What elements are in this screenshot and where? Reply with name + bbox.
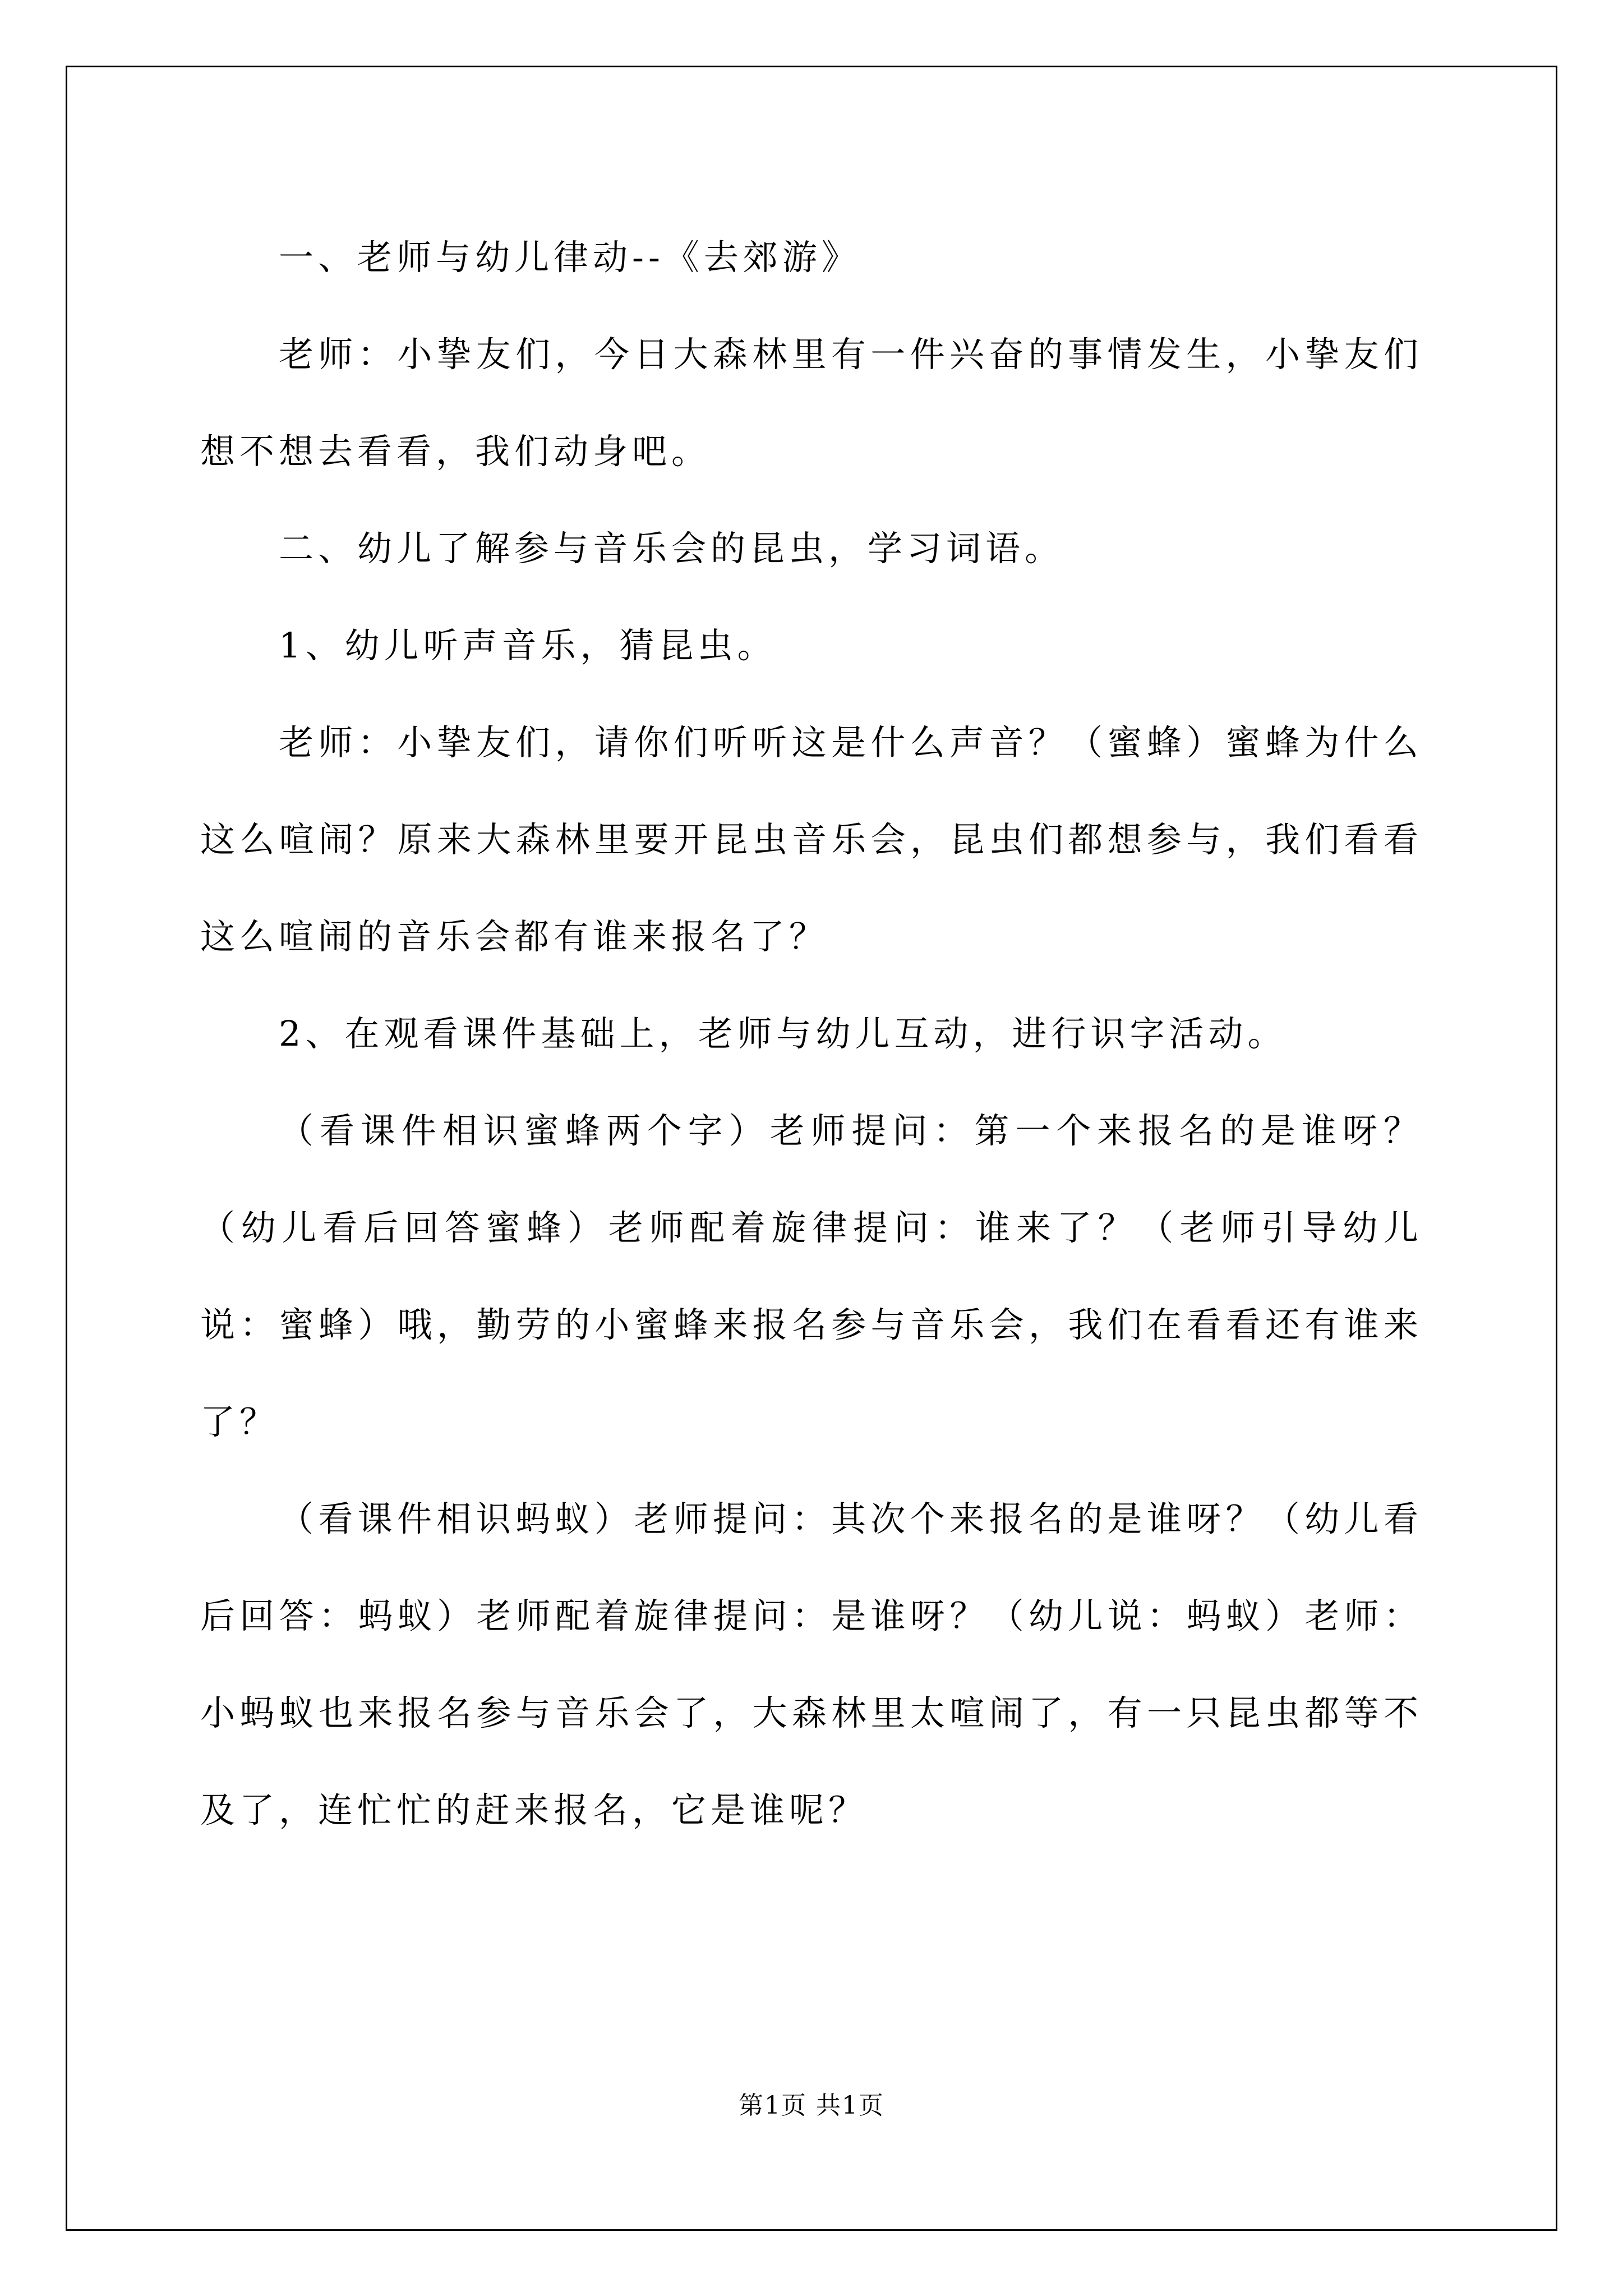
heading-section-two: 二、幼儿了解参与音乐会的昆虫，学习词语。 — [279, 528, 1064, 569]
heading-section-one: 一、老师与幼儿律动--《去郊游》 — [279, 237, 861, 278]
page-footer: 第1页 共1页 — [739, 2091, 884, 2120]
paragraph-teacher-question: 老师：小挚友们，请你们听听这是什么声音？（蜜蜂）蜜蜂为什么这么喧闹？原来大森林里要开昆虫音乐会，昆虫们都想参与，我们看看这么喧闹的音乐会都有谁来报名了？ — [200, 722, 1423, 957]
subheading-step-one: 1、幼儿听声音乐，猜昆虫。 — [279, 625, 777, 666]
paragraph-ant-activity: （看课件相识蚂蚁）老师提问：其次个来报名的是谁呀？（幼儿看后回答：蚂蚁）老师配着旋律提问：是谁呀？（幼儿说：蚂蚁）老师：小蚂蚁也来报名参与音乐会了，大森林里太喧闹了，有一只昆虫都等不及了，连忙忙的赶来报名，它是谁呢？ — [200, 1498, 1423, 1830]
subheading-step-two: 2、在观看课件基础上，老师与幼儿互动，进行识字活动。 — [279, 1013, 1287, 1054]
paragraph-bee-activity: （看课件相识蜜蜂两个字）老师提问：第一个来报名的是谁呀？（幼儿看后回答蜜蜂）老师配着旋律提问：谁来了？（老师引导幼儿说：蜜蜂）哦，勤劳的小蜜蜂来报名参与音乐会，我们在看看还有谁来了？ — [200, 1110, 1423, 1442]
document-body — [200, 209, 1423, 1858]
paragraph-teacher-intro: 老师：小挚友们，今日大森林里有一件兴奋的事情发生，小挚友们想不想去看看，我们动身吧。 — [200, 334, 1423, 472]
